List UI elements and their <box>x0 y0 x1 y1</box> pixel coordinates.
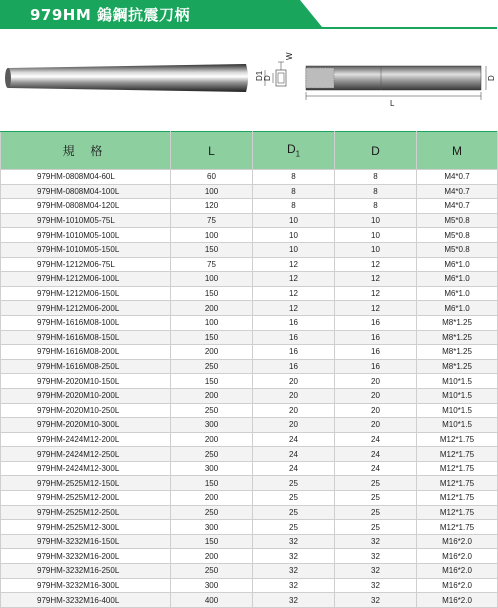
table-row <box>1 228 498 243</box>
col-header-d1-main: D <box>286 142 296 157</box>
table-row <box>1 257 498 272</box>
cell-m: M6*1.0 <box>417 286 498 301</box>
cell-l: 250 <box>171 564 253 579</box>
cell-d1: 32 <box>253 578 335 593</box>
cell-l: 75 <box>171 213 253 228</box>
cell-m: M10*1.5 <box>417 418 498 433</box>
cell-name: 979HM-1616M08-200L <box>1 345 171 360</box>
cell-l: 300 <box>171 461 253 476</box>
cell-m: M8*1.25 <box>417 330 498 345</box>
cell-d1: 32 <box>253 549 335 564</box>
cell-name: 979HM-2525M12-300L <box>1 520 171 535</box>
cell-l: 150 <box>171 374 253 389</box>
col-header-m: M <box>417 132 498 170</box>
table-row <box>1 432 498 447</box>
cell-m: M16*2.0 <box>417 534 498 549</box>
cell-d1: 25 <box>253 476 335 491</box>
table-row <box>1 578 498 593</box>
cell-d1: 12 <box>253 301 335 316</box>
cell-name: 979HM-2424M12-300L <box>1 461 171 476</box>
cell-d1: 32 <box>253 534 335 549</box>
cell-d1: 25 <box>253 505 335 520</box>
cell-m: M5*0.8 <box>417 242 498 257</box>
cell-name: 979HM-3232M16-300L <box>1 578 171 593</box>
cell-name: 979HM-1212M06-200L <box>1 301 171 316</box>
table-row <box>1 593 498 608</box>
cell-d: 16 <box>335 330 417 345</box>
cell-d: 24 <box>335 447 417 462</box>
cell-l: 150 <box>171 534 253 549</box>
table-row <box>1 549 498 564</box>
cell-l: 200 <box>171 388 253 403</box>
cell-m: M12*1.75 <box>417 491 498 506</box>
cell-m: M12*1.75 <box>417 447 498 462</box>
cell-name: 979HM-0808M04-120L <box>1 199 171 214</box>
cell-m: M12*1.75 <box>417 461 498 476</box>
cell-d1: 12 <box>253 272 335 287</box>
cell-d1: 16 <box>253 315 335 330</box>
cell-d: 32 <box>335 549 417 564</box>
cell-d: 12 <box>335 272 417 287</box>
cell-l: 250 <box>171 403 253 418</box>
cell-l: 300 <box>171 418 253 433</box>
cell-name: 979HM-2525M12-250L <box>1 505 171 520</box>
cell-l: 150 <box>171 286 253 301</box>
cell-d1: 8 <box>253 199 335 214</box>
cell-d1: 24 <box>253 447 335 462</box>
cell-name: 979HM-1616M08-250L <box>1 359 171 374</box>
cell-m: M16*2.0 <box>417 564 498 579</box>
cell-d: 24 <box>335 461 417 476</box>
cell-m: M5*0.8 <box>417 228 498 243</box>
cell-m: M12*1.75 <box>417 505 498 520</box>
cell-d1: 24 <box>253 461 335 476</box>
cell-name: 979HM-3232M16-150L <box>1 534 171 549</box>
cell-d: 8 <box>335 199 417 214</box>
cell-d1: 10 <box>253 213 335 228</box>
cell-name: 979HM-2020M10-200L <box>1 388 171 403</box>
table-row <box>1 418 498 433</box>
table-row <box>1 388 498 403</box>
page-title: 979HM 鎢鋼抗震刀柄 <box>30 6 191 24</box>
cell-d: 20 <box>335 418 417 433</box>
cell-l: 100 <box>171 228 253 243</box>
cell-d: 10 <box>335 213 417 228</box>
cell-d: 25 <box>335 476 417 491</box>
dim-d-small-label: D <box>263 75 272 81</box>
table-row <box>1 213 498 228</box>
spec-table <box>0 131 498 608</box>
technical-drawing <box>256 48 496 110</box>
cell-d: 32 <box>335 578 417 593</box>
table-row <box>1 272 498 287</box>
cell-d: 25 <box>335 491 417 506</box>
cell-d1: 20 <box>253 403 335 418</box>
cell-name: 979HM-2525M12-200L <box>1 491 171 506</box>
cell-d1: 16 <box>253 359 335 374</box>
cell-d: 32 <box>335 564 417 579</box>
table-row <box>1 330 498 345</box>
cell-d: 32 <box>335 593 417 608</box>
cell-name: 979HM-1010M05-100L <box>1 228 171 243</box>
cell-name: 979HM-2424M12-250L <box>1 447 171 462</box>
cell-m: M6*1.0 <box>417 257 498 272</box>
table-row <box>1 403 498 418</box>
table-row <box>1 315 498 330</box>
cell-name: 979HM-1010M05-150L <box>1 242 171 257</box>
cell-d1: 32 <box>253 593 335 608</box>
col-header-d1 <box>253 132 335 170</box>
cell-d1: 8 <box>253 184 335 199</box>
cell-l: 200 <box>171 345 253 360</box>
title-underline <box>0 27 497 29</box>
cell-name: 979HM-2020M10-300L <box>1 418 171 433</box>
cell-l: 200 <box>171 491 253 506</box>
cell-d: 25 <box>335 520 417 535</box>
cell-m: M12*1.75 <box>417 476 498 491</box>
cell-d1: 32 <box>253 564 335 579</box>
cell-name: 979HM-1212M06-75L <box>1 257 171 272</box>
cell-name: 979HM-2020M10-250L <box>1 403 171 418</box>
cell-d1: 20 <box>253 374 335 389</box>
cell-m: M6*1.0 <box>417 301 498 316</box>
col-header-spec: 規 格 <box>1 132 171 170</box>
cell-d: 8 <box>335 170 417 185</box>
cell-name: 979HM-1616M08-100L <box>1 315 171 330</box>
table-row <box>1 461 498 476</box>
table-row <box>1 374 498 389</box>
cell-l: 250 <box>171 359 253 374</box>
cell-d: 16 <box>335 315 417 330</box>
col-header-d: D <box>335 132 417 170</box>
cell-l: 150 <box>171 330 253 345</box>
cell-l: 150 <box>171 476 253 491</box>
cell-l: 120 <box>171 199 253 214</box>
cell-name: 979HM-2020M10-150L <box>1 374 171 389</box>
cell-d: 12 <box>335 257 417 272</box>
table-body <box>1 170 498 608</box>
cell-d1: 12 <box>253 286 335 301</box>
cell-m: M8*1.25 <box>417 315 498 330</box>
dim-l-label: L <box>390 99 395 108</box>
cell-d1: 8 <box>253 170 335 185</box>
cell-m: M4*0.7 <box>417 199 498 214</box>
cell-l: 300 <box>171 578 253 593</box>
table-row <box>1 170 498 185</box>
cell-l: 250 <box>171 505 253 520</box>
cell-name: 979HM-0808M04-60L <box>1 170 171 185</box>
cell-name: 979HM-3232M16-200L <box>1 549 171 564</box>
cell-l: 200 <box>171 301 253 316</box>
table-row <box>1 520 498 535</box>
dim-d-big-label: D <box>487 75 496 81</box>
cell-d1: 25 <box>253 520 335 535</box>
table-row <box>1 534 498 549</box>
cell-m: M5*0.8 <box>417 213 498 228</box>
cell-d: 20 <box>335 388 417 403</box>
cell-m: M8*1.25 <box>417 345 498 360</box>
cell-m: M16*2.0 <box>417 549 498 564</box>
cell-d1: 20 <box>253 418 335 433</box>
cell-l: 100 <box>171 184 253 199</box>
title-bar <box>0 0 350 28</box>
cell-d1: 20 <box>253 388 335 403</box>
cell-l: 75 <box>171 257 253 272</box>
cell-name: 979HM-2525M12-150L <box>1 476 171 491</box>
cell-m: M4*0.7 <box>417 184 498 199</box>
table-row <box>1 199 498 214</box>
cell-l: 150 <box>171 242 253 257</box>
table-header-row <box>1 132 498 170</box>
table-row <box>1 184 498 199</box>
cell-d: 24 <box>335 432 417 447</box>
cell-l: 400 <box>171 593 253 608</box>
cell-d: 12 <box>335 301 417 316</box>
table-row <box>1 447 498 462</box>
cell-d1: 10 <box>253 242 335 257</box>
cell-l: 100 <box>171 272 253 287</box>
cell-l: 200 <box>171 549 253 564</box>
cell-l: 200 <box>171 432 253 447</box>
cell-name: 979HM-1010M05-75L <box>1 213 171 228</box>
cell-m: M10*1.5 <box>417 388 498 403</box>
table-row <box>1 242 498 257</box>
cell-name: 979HM-3232M16-400L <box>1 593 171 608</box>
cell-m: M12*1.75 <box>417 520 498 535</box>
cell-d1: 24 <box>253 432 335 447</box>
table-row <box>1 476 498 491</box>
cell-m: M6*1.0 <box>417 272 498 287</box>
product-rod-image <box>0 58 252 98</box>
cell-l: 100 <box>171 315 253 330</box>
cell-d: 8 <box>335 184 417 199</box>
cell-d: 25 <box>335 505 417 520</box>
cell-d: 12 <box>335 286 417 301</box>
cell-m: M16*2.0 <box>417 578 498 593</box>
table-row <box>1 564 498 579</box>
cell-m: M12*1.75 <box>417 432 498 447</box>
dim-d1-label: D1 <box>255 70 264 81</box>
table-row <box>1 286 498 301</box>
cell-name: 979HM-1212M06-150L <box>1 286 171 301</box>
cell-m: M4*0.7 <box>417 170 498 185</box>
cell-d1: 12 <box>253 257 335 272</box>
cell-d1: 10 <box>253 228 335 243</box>
col-header-d1-sub: 1 <box>295 149 301 159</box>
cell-name: 979HM-1212M06-100L <box>1 272 171 287</box>
cell-d: 10 <box>335 242 417 257</box>
table-row <box>1 345 498 360</box>
cell-d: 16 <box>335 359 417 374</box>
cell-m: M10*1.5 <box>417 374 498 389</box>
cell-l: 60 <box>171 170 253 185</box>
cell-d: 20 <box>335 403 417 418</box>
cell-m: M8*1.25 <box>417 359 498 374</box>
cell-m: M16*2.0 <box>417 593 498 608</box>
cell-d: 32 <box>335 534 417 549</box>
cell-d: 16 <box>335 345 417 360</box>
dim-w-label: W <box>285 52 294 60</box>
table-row <box>1 301 498 316</box>
cell-name: 979HM-2424M12-200L <box>1 432 171 447</box>
cell-d: 20 <box>335 374 417 389</box>
cell-d1: 16 <box>253 330 335 345</box>
cell-name: 979HM-1616M08-150L <box>1 330 171 345</box>
table-row <box>1 505 498 520</box>
col-header-l: L <box>171 132 253 170</box>
cell-name: 979HM-3232M16-250L <box>1 564 171 579</box>
cell-name: 979HM-0808M04-100L <box>1 184 171 199</box>
cell-l: 300 <box>171 520 253 535</box>
cell-d1: 25 <box>253 491 335 506</box>
cell-m: M10*1.5 <box>417 403 498 418</box>
cell-d: 10 <box>335 228 417 243</box>
table-row <box>1 491 498 506</box>
cell-l: 250 <box>171 447 253 462</box>
cell-d1: 16 <box>253 345 335 360</box>
table-row <box>1 359 498 374</box>
